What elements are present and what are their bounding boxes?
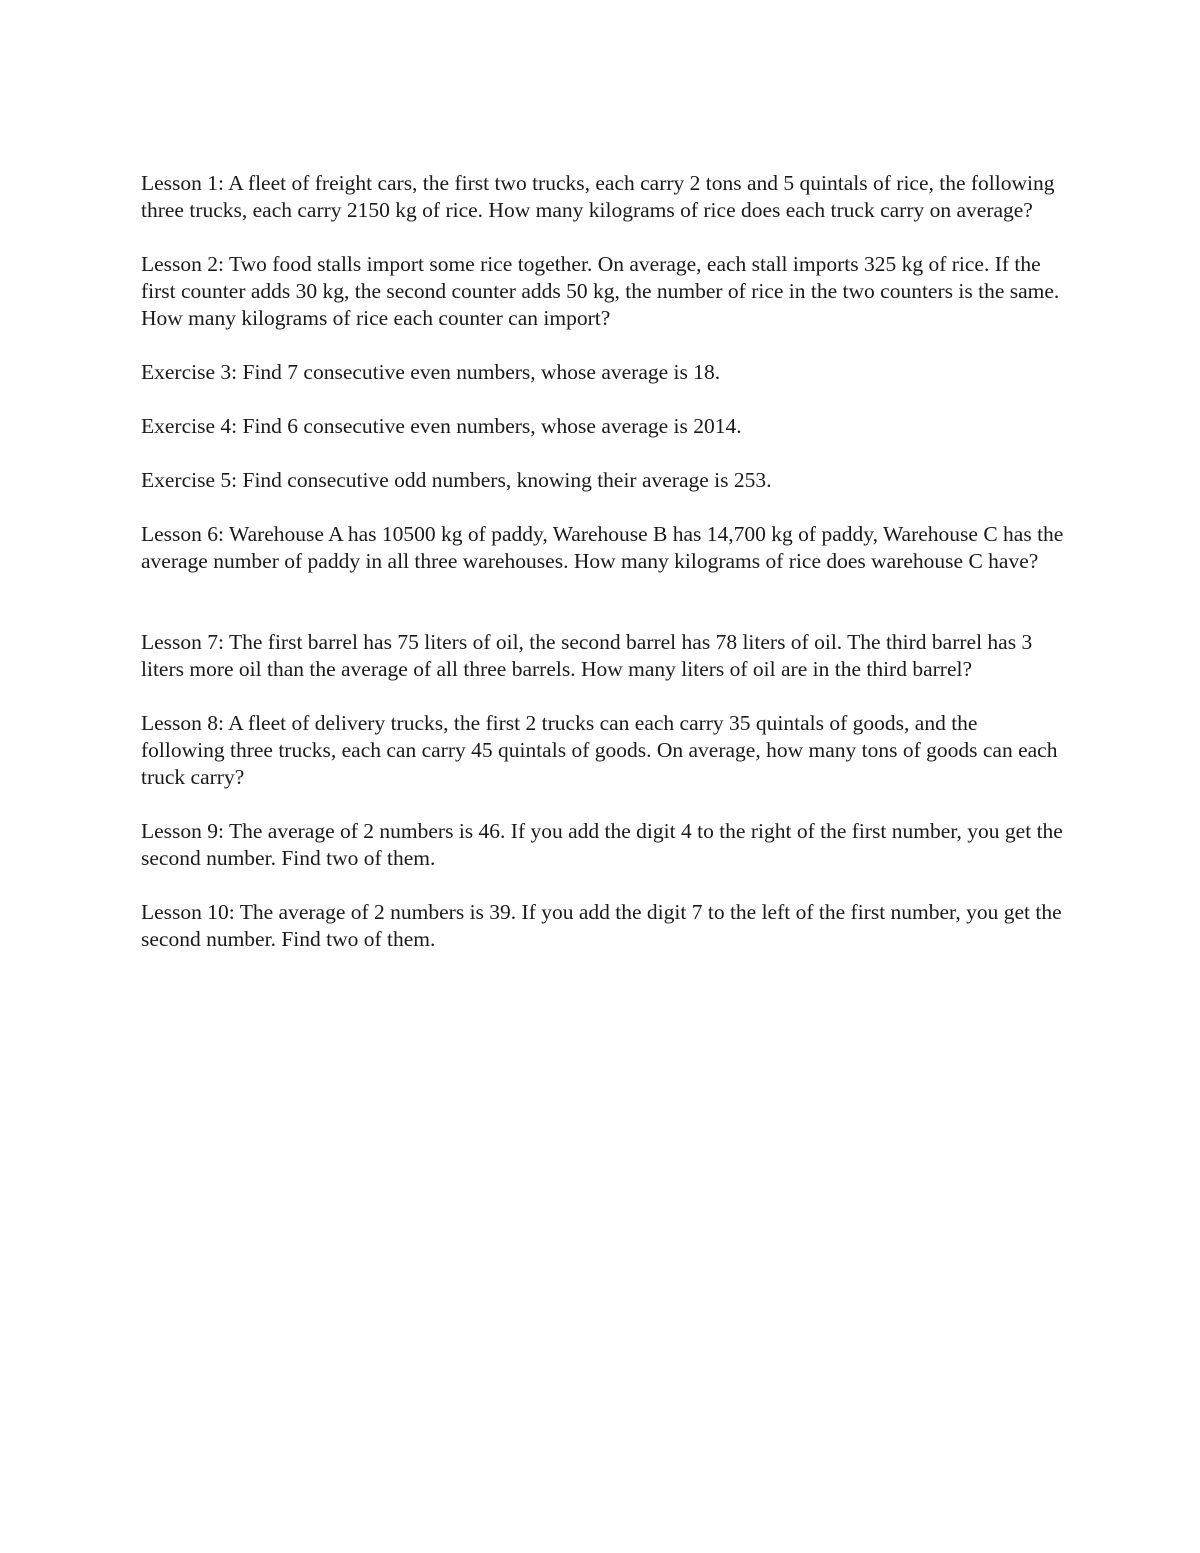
exercise-3-paragraph: Exercise 3: Find 7 consecutive even numbers, whose average is 18. (141, 360, 721, 384)
lesson-2-paragraph: Lesson 2: Two food stalls import some rice together. On average, each stall imports 325 kg of rice. If the first counter adds 30 kg, the second counter adds 50 kg, the number of rice in the two counters is the same. How many kilograms of rice each counter can import? (141, 252, 1060, 330)
exercise-5-paragraph: Exercise 5: Find consecutive odd numbers, knowing their average is 253. (141, 468, 772, 492)
lesson-10-paragraph: Lesson 10: The average of 2 numbers is 39. If you add the digit 7 to the left of the first number, you get the second number. Find two of them. (141, 900, 1062, 951)
exercise-4-paragraph: Exercise 4: Find 6 consecutive even numbers, whose average is 2014. (141, 414, 742, 438)
lesson-9-paragraph: Lesson 9: The average of 2 numbers is 46. If you add the digit 4 to the right of the first number, you get the second number. Find two of them. (141, 819, 1063, 870)
lesson-6-paragraph: Lesson 6: Warehouse A has 10500 kg of paddy, Warehouse B has 14,700 kg of paddy, Warehouse C has the average number of paddy in all three warehouses. How many kilograms of rice does warehouse C have? (141, 522, 1064, 573)
lesson-8-paragraph: Lesson 8: A fleet of delivery trucks, the first 2 trucks can each carry 35 quintals of goods, and the following three trucks, each can carry 45 quintals of goods. On average, how many tons of goods can each truck carry? (141, 711, 1058, 789)
document-body (141, 170, 1066, 980)
lesson-7-paragraph: Lesson 7: The first barrel has 75 liters of oil, the second barrel has 78 liters of oil. The third barrel has 3 liters more oil than the average of all three barrels. How many liters of oil are in the third barrel? (141, 630, 1033, 681)
lesson-1-paragraph: Lesson 1: A fleet of freight cars, the first two trucks, each carry 2 tons and 5 quintals of rice, the following three trucks, each carry 2150 kg of rice. How many kilograms of rice does each truck carry on average? (141, 171, 1055, 222)
